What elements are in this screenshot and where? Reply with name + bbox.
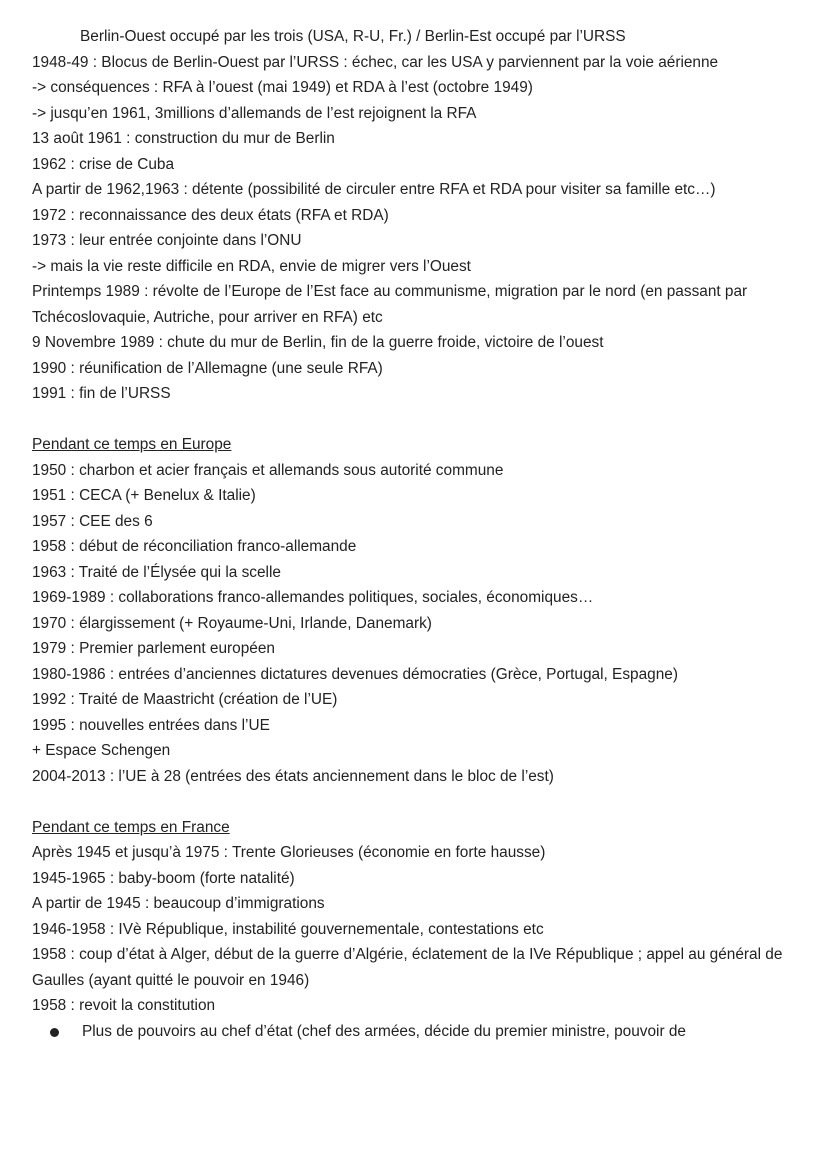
document-body xyxy=(32,24,792,1044)
intro-line: Berlin-Ouest occupé par les trois (USA, R-U, Fr.) / Berlin-Est occupé par l’URSS xyxy=(80,28,626,45)
section-spacer xyxy=(32,789,792,815)
france-line: 1958 : coup d’état à Alger, début de la guerre d’Algérie, éclatement de la IVe République ; appel au général de Gaulles (ayant quitté le pouvoir en 1946) xyxy=(32,946,783,989)
europe-line: + Espace Schengen xyxy=(32,742,171,759)
section-spacer xyxy=(32,407,792,433)
france-line: A partir de 1945 : beaucoup d’immigrations xyxy=(32,895,325,912)
berlin-line: A partir de 1962,1963 : détente (possibilité de circuler entre RFA et RDA pour visiter sa famille etc…) xyxy=(32,181,716,198)
bullet-item xyxy=(32,1019,792,1045)
europe-line: 1950 : charbon et acier français et allemands sous autorité commune xyxy=(32,461,504,479)
france-heading: Pendant ce temps en France xyxy=(32,818,230,836)
europe-line: 1969-1989 : collaborations franco-allemandes politiques, sociales, économiques… xyxy=(32,589,594,606)
berlin-line: 1973 : leur entrée conjointe dans l’ONU xyxy=(32,232,302,249)
europe-line: 1951 : CECA (+ Benelux & Italie) xyxy=(32,487,256,504)
berlin-line: 1972 : reconnaissance des deux états (RFA et RDA) xyxy=(32,206,389,224)
europe-line: 1970 : élargissement (+ Royaume-Uni, Irlande, Danemark) xyxy=(32,614,432,632)
europe-line: 1957 : CEE des 6 xyxy=(32,512,153,530)
europe-line: 1979 : Premier parlement européen xyxy=(32,640,275,657)
berlin-line: 1990 : réunification de l’Allemagne (une seule RFA) xyxy=(32,359,383,377)
france-line: 1958 : revoit la constitution xyxy=(32,997,216,1014)
bullet-text: Plus de pouvoirs au chef d’état (chef des armées, décide du premier ministre, pouvoir de xyxy=(82,1022,686,1040)
berlin-line: -> mais la vie reste difficile en RDA, envie de migrer vers l’Ouest xyxy=(32,257,471,275)
berlin-line: 1991 : fin de l’URSS xyxy=(32,385,171,402)
europe-line: 1992 : Traité de Maastricht (création de l’UE) xyxy=(32,691,338,708)
berlin-line: Printemps 1989 : révolte de l’Europe de l’Est face au communisme, migration par le nord (en passant par Tchécoslovaquie, Autriche, pour arriver en RFA) etc xyxy=(32,283,748,326)
europe-line: 1958 : début de réconciliation franco-allemande xyxy=(32,538,357,555)
europe-line: 1980-1986 : entrées d’anciennes dictatures devenues démocraties (Grèce, Portugal, Espagne) xyxy=(32,665,678,683)
berlin-line: -> jusqu’en 1961, 3millions d’allemands de l’est rejoignent la RFA xyxy=(32,104,477,122)
berlin-line: 1948-49 : Blocus de Berlin-Ouest par l’URSS : échec, car les USA y parviennent par la voie aérienne xyxy=(32,53,719,71)
berlin-line: -> conséquences : RFA à l’ouest (mai 1949) et RDA à l’est (octobre 1949) xyxy=(32,79,533,96)
france-line: Après 1945 et jusqu’à 1975 : Trente Glorieuses (économie en forte hausse) xyxy=(32,844,546,861)
france-line: 1945-1965 : baby-boom (forte natalité) xyxy=(32,869,295,887)
europe-heading: Pendant ce temps en Europe xyxy=(32,436,232,453)
europe-line: 1995 : nouvelles entrées dans l’UE xyxy=(32,716,270,734)
bullet-dot-icon xyxy=(50,1028,59,1037)
europe-line: 1963 : Traité de l’Élysée qui la scelle xyxy=(32,563,281,581)
berlin-line: 1962 : crise de Cuba xyxy=(32,155,175,173)
france-line: 1946-1958 : IVè République, instabilité gouvernementale, contestations etc xyxy=(32,920,544,938)
europe-line: 2004-2013 : l’UE à 28 (entrées des états anciennement dans le bloc de l’est) xyxy=(32,767,554,785)
berlin-line: 13 août 1961 : construction du mur de Berlin xyxy=(32,130,335,147)
berlin-line: 9 Novembre 1989 : chute du mur de Berlin, fin de la guerre froide, victoire de l’ouest xyxy=(32,334,604,351)
